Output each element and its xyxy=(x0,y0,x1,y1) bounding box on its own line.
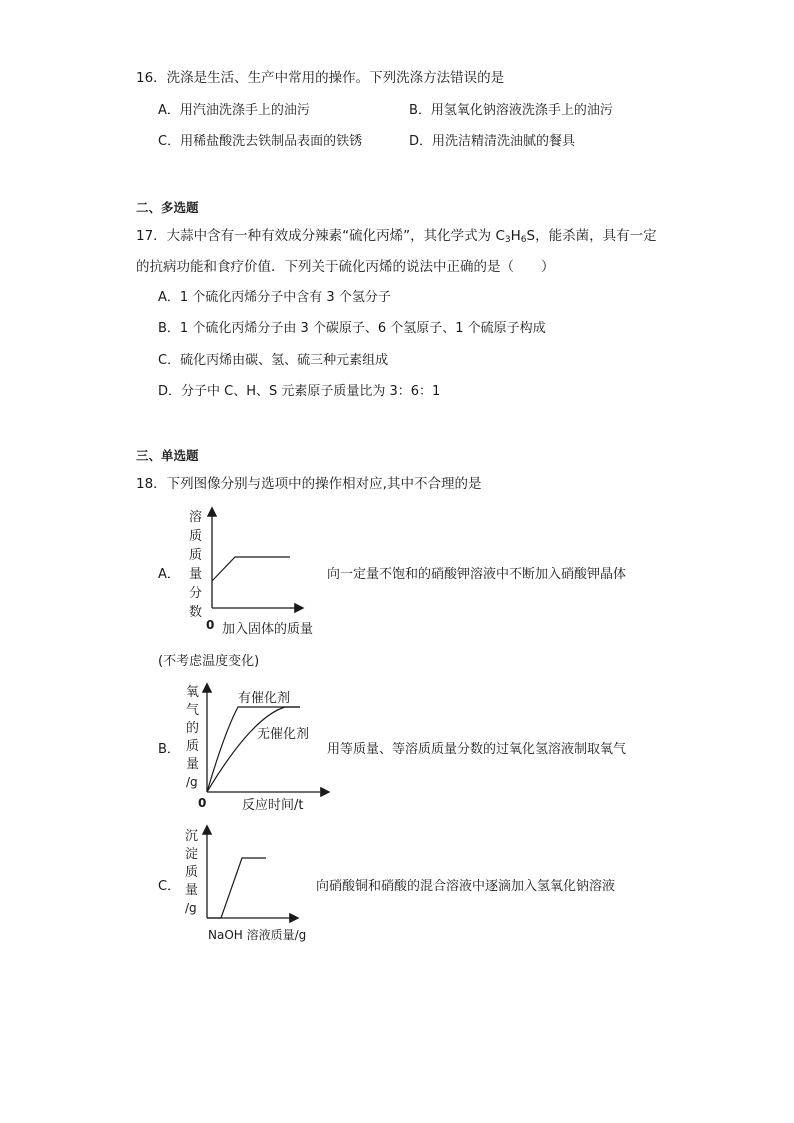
q18-c-curve xyxy=(207,858,266,918)
q17-option-a: A．1 个硫化丙烯分子中含有 3 个氢分子 xyxy=(158,290,391,305)
q18-b-curve1-label: 有催化剂 xyxy=(238,691,291,706)
q18-stem: 18．下列图像分别与选项中的操作相对应,其中不合理的是 xyxy=(136,476,482,492)
q18-b-xlabel: 反应时间/t xyxy=(242,798,304,813)
q18-c-desc: 向硝酸铜和硝酸的混合溶液中逐滴加入氢氧化钠溶液 xyxy=(316,879,616,894)
q18-a-y-char: 量 xyxy=(189,567,203,582)
q18-c-y-char: 质 xyxy=(185,865,199,880)
q18-b-y-char: 气 xyxy=(186,703,200,718)
section-heading-single: 三、单选题 xyxy=(136,448,199,463)
q18-c-y-char: 淀 xyxy=(185,847,199,862)
q18-a-y-char: 质 xyxy=(189,548,203,563)
q18-graph-c xyxy=(180,823,330,945)
q17-sub-6: 6 xyxy=(520,235,527,245)
q18-b-curve2-label: 无催化剂 xyxy=(257,727,310,742)
q18-a-desc: 向一定量不饱和的硝酸钾溶液中不断加入硝酸钾晶体 xyxy=(327,567,627,582)
q17-sub-3: 3 xyxy=(504,235,511,245)
q18-c-y-char: 量 xyxy=(185,883,199,898)
q18-a-y-char: 质 xyxy=(189,529,203,544)
q18-b-y-char: 的 xyxy=(186,721,200,736)
q18-a-y-char: 溶 xyxy=(189,510,203,525)
q17-stem-line2: 的抗病功能和食疗价值．下列关于硫化丙烯的说法中正确的是（ ） xyxy=(136,259,555,275)
q18-graph-a xyxy=(180,505,330,640)
q17-option-b: B．1 个硫化丙烯分子由 3 个碳原子、6 个氢原子、1 个硫原子构成 xyxy=(158,321,546,336)
section-heading-multi: 二、多选题 xyxy=(136,200,199,215)
q18-b-desc: 用等质量、等溶质质量分数的过氧化氢溶液制取氧气 xyxy=(327,742,627,757)
q18-a-curve xyxy=(212,557,290,581)
q18-a-note: (不考虑温度变化) xyxy=(158,654,260,669)
q16-option-a: A．用汽油洗涤手上的油污 xyxy=(158,103,310,118)
q18-b-label: B． xyxy=(158,742,180,757)
q17-stem-h: H xyxy=(510,228,521,244)
q17-stem-post: S，能杀菌，具有一定 xyxy=(526,228,657,244)
q18-c-label: C． xyxy=(158,879,181,894)
q18-b-curve-catalyst xyxy=(207,707,300,792)
q18-b-y-char: /g xyxy=(186,775,198,789)
q16-option-c: C．用稀盐酸洗去铁制品表面的铁锈 xyxy=(158,134,363,149)
q18-b-y-char: 氧 xyxy=(186,685,200,700)
q16-option-d: D．用洗洁精清洗油腻的餐具 xyxy=(409,134,576,149)
q18-b-y-char: 量 xyxy=(186,757,200,772)
q18-a-xlabel: 加入固体的质量 xyxy=(222,622,314,637)
q18-c-xlabel: NaOH 溶液质量/g xyxy=(208,928,307,942)
q18-b-origin: 0 xyxy=(198,796,207,810)
q18-a-origin: 0 xyxy=(206,618,215,632)
q18-c-y-char: 沉 xyxy=(185,829,199,844)
q17-option-d: D．分子中 C、H、S 元素原子质量比为 3：6：1 xyxy=(158,384,441,399)
q17-stem-pre: 17．大蒜中含有一种有效成分辣素“硫化丙烯”，其化学式为 C xyxy=(136,228,505,244)
q18-graph-b xyxy=(180,679,340,814)
q17-option-c: C．硫化丙烯由碳、氢、硫三种元素组成 xyxy=(158,353,389,368)
q18-b-y-char: 质 xyxy=(186,739,200,754)
q17-stem-line1 xyxy=(136,224,657,245)
q18-a-y-char: 分 xyxy=(189,586,203,601)
q16-option-b: B．用氢氧化钠溶液洗涤手上的油污 xyxy=(409,103,613,118)
q18-c-y-char: /g xyxy=(185,901,197,915)
q16-stem: 16．洗涤是生活、生产中常用的操作。下列洗涤方法错误的是 xyxy=(136,70,505,86)
q18-a-label: A． xyxy=(158,567,180,582)
q18-a-y-char: 数 xyxy=(189,605,203,620)
